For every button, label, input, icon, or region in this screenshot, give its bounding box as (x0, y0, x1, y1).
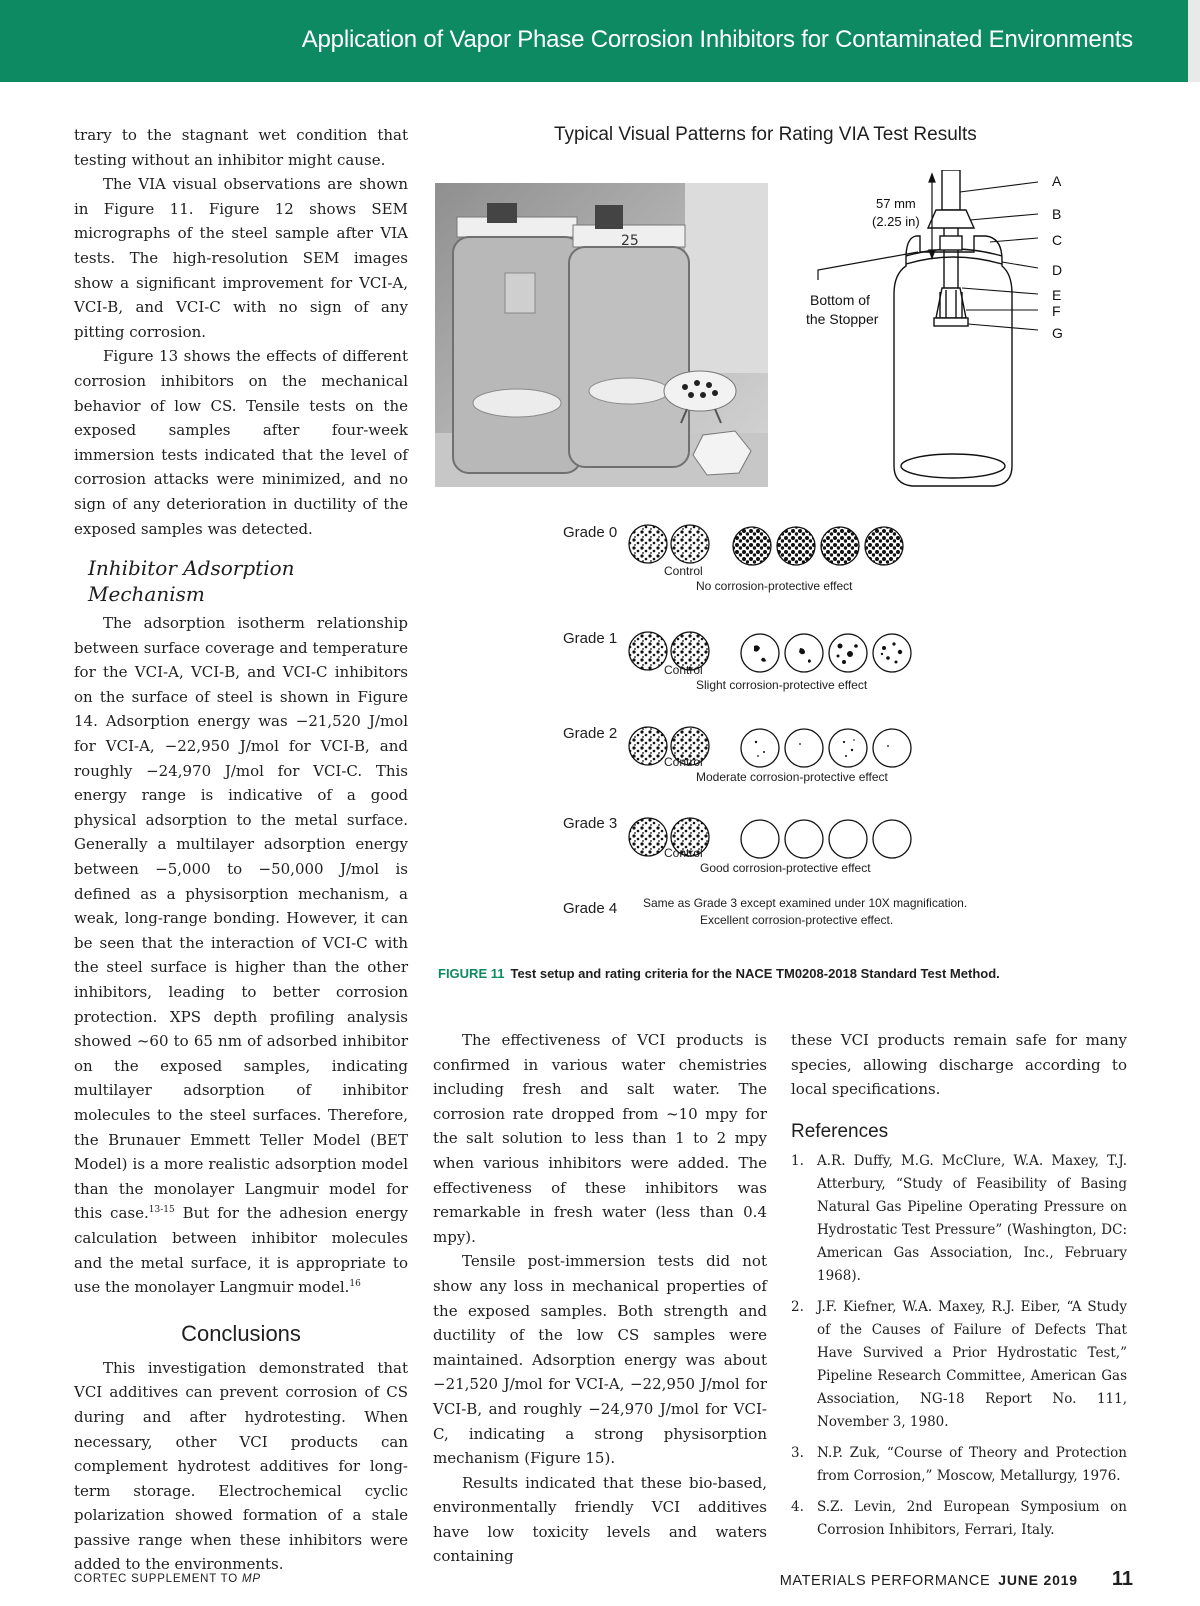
paragraph: Results indicated that these bio-based, environmentally friendly VCI additives have low toxicity levels and waters containing (433, 1473, 767, 1566)
figure-title: Typical Visual Patterns for Rating VIA Test Results (554, 124, 977, 145)
reference-text: N.P. Zuk, “Course of Theory and Protection from Corrosion,” Moscow, Metallurgy, 1976. (817, 1444, 1127, 1484)
specimen (829, 729, 867, 767)
grade-2-label: Grade 2 (563, 725, 618, 742)
specimen (821, 527, 859, 565)
specimen (865, 527, 903, 565)
grade-0-desc: No corrosion-protective effect (696, 579, 853, 593)
reference-item (791, 1496, 1127, 1542)
paragraph: Figure 13 shows the effects of different corrosion inhibitors on the mechanical behavior of low CS. Tensile tests on the exposed samples after four-week immersion tests indicated that the level of corrosion attacks were minimized, and no sign of any deterioration in ductility of the exposed samples was detected. (74, 347, 408, 538)
reference-text: S.Z. Levin, 2nd European Symposium on Corrosion Inhibitors, Ferrari, Italy. (817, 1498, 1127, 1538)
specimen (777, 527, 815, 565)
specimen (873, 634, 911, 672)
reference-number: 4. (791, 1498, 804, 1515)
page-number: 11 (1111, 1568, 1133, 1590)
dimension-in: (2.25 in) (872, 214, 920, 229)
label-c: C (1052, 232, 1063, 248)
specimen-control (629, 525, 667, 563)
paragraph-text: But for the adhesion energy calculation between inhibitor molecules and the metal surface, it is appropriate to use the monolayer Langmuir model. (74, 1204, 408, 1297)
footer-issue: JUNE 2019 (998, 1572, 1078, 1588)
grade-0-control: Control (664, 564, 703, 578)
citation: 13-15 (148, 1205, 175, 1216)
specimen-control (629, 818, 667, 856)
label-a: A (1052, 173, 1062, 189)
stopper-label-2: the Stopper (806, 311, 879, 327)
reference-item (791, 1296, 1127, 1434)
grade-4-line2: Excellent corrosion-protective effect. (700, 913, 894, 927)
grade-0-label: Grade 0 (563, 524, 618, 541)
specimen (873, 820, 911, 858)
reference-number: 1. (791, 1152, 804, 1169)
dimension-mm: 57 mm (876, 196, 916, 211)
grade-4-line1: Same as Grade 3 except examined under 10X magnification. (643, 896, 968, 910)
reference-text: A.R. Duffy, M.G. McClure, W.A. Maxey, T.J. Atterbury, “Study of Feasibility of Basing Natural Gas Pipeline Operating Pressure on Hydrostatic Test Pressure” (Washington, DC: American Gas Association, Inc., February 1968). (817, 1152, 1127, 1284)
header-title: Application of Vapor Phase Corrosion Inhibitors for Contaminated Environments (301, 26, 1133, 53)
specimen-control (629, 632, 667, 670)
label-d: D (1052, 262, 1063, 278)
footer-folio (780, 1568, 1133, 1591)
paragraph-conclusions: This investigation demonstrated that VCI additives can prevent corrosion of CS during and after hydrotesting. When necessary, other VCI products can complement hydrotest additives for long-term storage. Electrochemical cyclic polarization showed formation of a stale passive range when these inhibitors were added to the environments. (74, 1358, 408, 1574)
label-e: E (1052, 287, 1062, 303)
grade-3-desc: Good corrosion-protective effect (700, 861, 871, 875)
reference-number: 3. (791, 1444, 804, 1461)
paragraph: trary to the stagnant wet condition that testing without an inhibitor might cause. (74, 126, 408, 169)
grade-2-control: Control (664, 755, 703, 769)
grade-2-desc: Moderate corrosion-protective effect (696, 770, 888, 784)
stopper-label-1: Bottom of (810, 292, 870, 308)
footer-supplement-mp: MP (242, 1573, 261, 1585)
column-middle (433, 1028, 767, 1569)
references-list (791, 1150, 1127, 1542)
grade-4-label: Grade 4 (563, 900, 618, 917)
figure-caption-label: FIGURE 11 (438, 966, 505, 981)
specimen (733, 527, 771, 565)
reference-item (791, 1442, 1127, 1488)
specimen (741, 634, 779, 672)
paragraph-adsorption (74, 611, 408, 1300)
label-b: B (1052, 206, 1062, 222)
label-g: G (1052, 325, 1063, 341)
specimen-control (671, 525, 709, 563)
specimen (741, 820, 779, 858)
grade-3-label: Grade 3 (563, 815, 618, 832)
column-right (791, 1028, 1127, 1550)
grade-3-control: Control (664, 846, 703, 860)
specimen-control (629, 727, 667, 765)
stopper-jar-diagram (790, 170, 1080, 502)
label-f: F (1052, 303, 1061, 319)
column-left (74, 123, 408, 1577)
paragraph: The VIA visual observations are shown in Figure 11. Figure 12 shows SEM micrographs of the steel sample after VIA tests. The high-resolution SEM images show a significant improvement for VCI-A, VCI-B, and VCI-C with no sign of any pitting corrosion. (74, 175, 408, 341)
grade-1-control: Control (664, 663, 703, 677)
grade-rating-chart (560, 522, 1020, 952)
header-edge (1188, 0, 1200, 82)
specimen (785, 729, 823, 767)
jar-label: 25 (621, 233, 639, 249)
grade-1-desc: Slight corrosion-protective effect (696, 678, 868, 692)
footer-supplement-text: CORTEC SUPPLEMENT TO (74, 1573, 243, 1585)
specimen (741, 729, 779, 767)
specimen (829, 820, 867, 858)
references-heading: References (791, 1120, 889, 1142)
footer-magazine: MATERIALS PERFORMANCE (779, 1573, 991, 1589)
specimen (785, 820, 823, 858)
reference-number: 2. (791, 1298, 804, 1315)
figure-caption (438, 966, 1000, 981)
grade-1-label: Grade 1 (563, 630, 618, 647)
figure-caption-text: Test setup and rating criteria for the NACE TM0208-2018 Standard Test Method. (510, 966, 1000, 981)
paragraph: Tensile post-immersion tests did not show any loss in mechanical properties of the exposed samples. Both strength and ductility of the low CS samples were maintained. Adsorption energy was about −21,520 J/mol for VCI-A, −22,950 J/mol for VCI-B, and roughly −24,970 J/mol for VCI-C, indicating a strong physisorption mechanism (Figure 15). (433, 1252, 767, 1468)
section-heading-conclusions: Conclusions (181, 1320, 301, 1346)
test-jars-photo (435, 183, 768, 487)
paragraph: The effectiveness of VCI products is confirmed in various water chemistries including fresh and salt water. The corrosion rate dropped from ~10 mpy for the salt solution to less than 1 to 2 mpy when various inhibitors were added. The effectiveness of these inhibitors was remarkable in fresh water (less than 0.4 mpy). (433, 1031, 767, 1246)
section-heading-adsorption: Inhibitor Adsorption Mechanism (88, 556, 295, 607)
footer-supplement (74, 1573, 261, 1585)
paragraph: these VCI products remain safe for many species, allowing discharge according to local specifications. (791, 1031, 1127, 1099)
paragraph-text: The adsorption isotherm relationship between surface coverage and temperature for the VCI-A, VCI-B, and VCI-C inhibitors on the surface of steel is shown in Figure 14. Adsorption energy was −21,520 J/mol for VCI-A, −22,950 J/mol for VCI-B, and roughly −24,970 J/mol for VCI-C. This energy range is indicative of a good physical adsorption to the metal surface. Generally a multilayer adsorption energy between −5,000 to −50,000 J/mol is defined as a physisorption mechanism, a weak, long-range bonding. However, it can be seen that the interaction of VCI-C with the steel surface is higher than the other inhibitors, leading to better corrosion protection. XPS depth profiling analysis showed ~60 to 65 nm of adsorbed inhibitor on the exposed samples, indicating multilayer adsorption of inhibitor molecules to the steel surfaces. Therefore, the Brunauer Emmett Teller Model (BET Model) is a more realistic adsorption model than the monolayer Langmuir model for this case. (74, 614, 408, 1223)
reference-item (791, 1150, 1127, 1288)
citation: 16 (349, 1279, 361, 1290)
specimen (873, 729, 911, 767)
reference-text: J.F. Kiefner, W.A. Maxey, R.J. Eiber, “A Study of the Causes of Failure of Defects That Have Survived a Prior Hydrostatic Test,” Pipeline Research Committee, American Gas Association, NG-18 Report No. 111, November 3, 1980. (817, 1298, 1127, 1430)
